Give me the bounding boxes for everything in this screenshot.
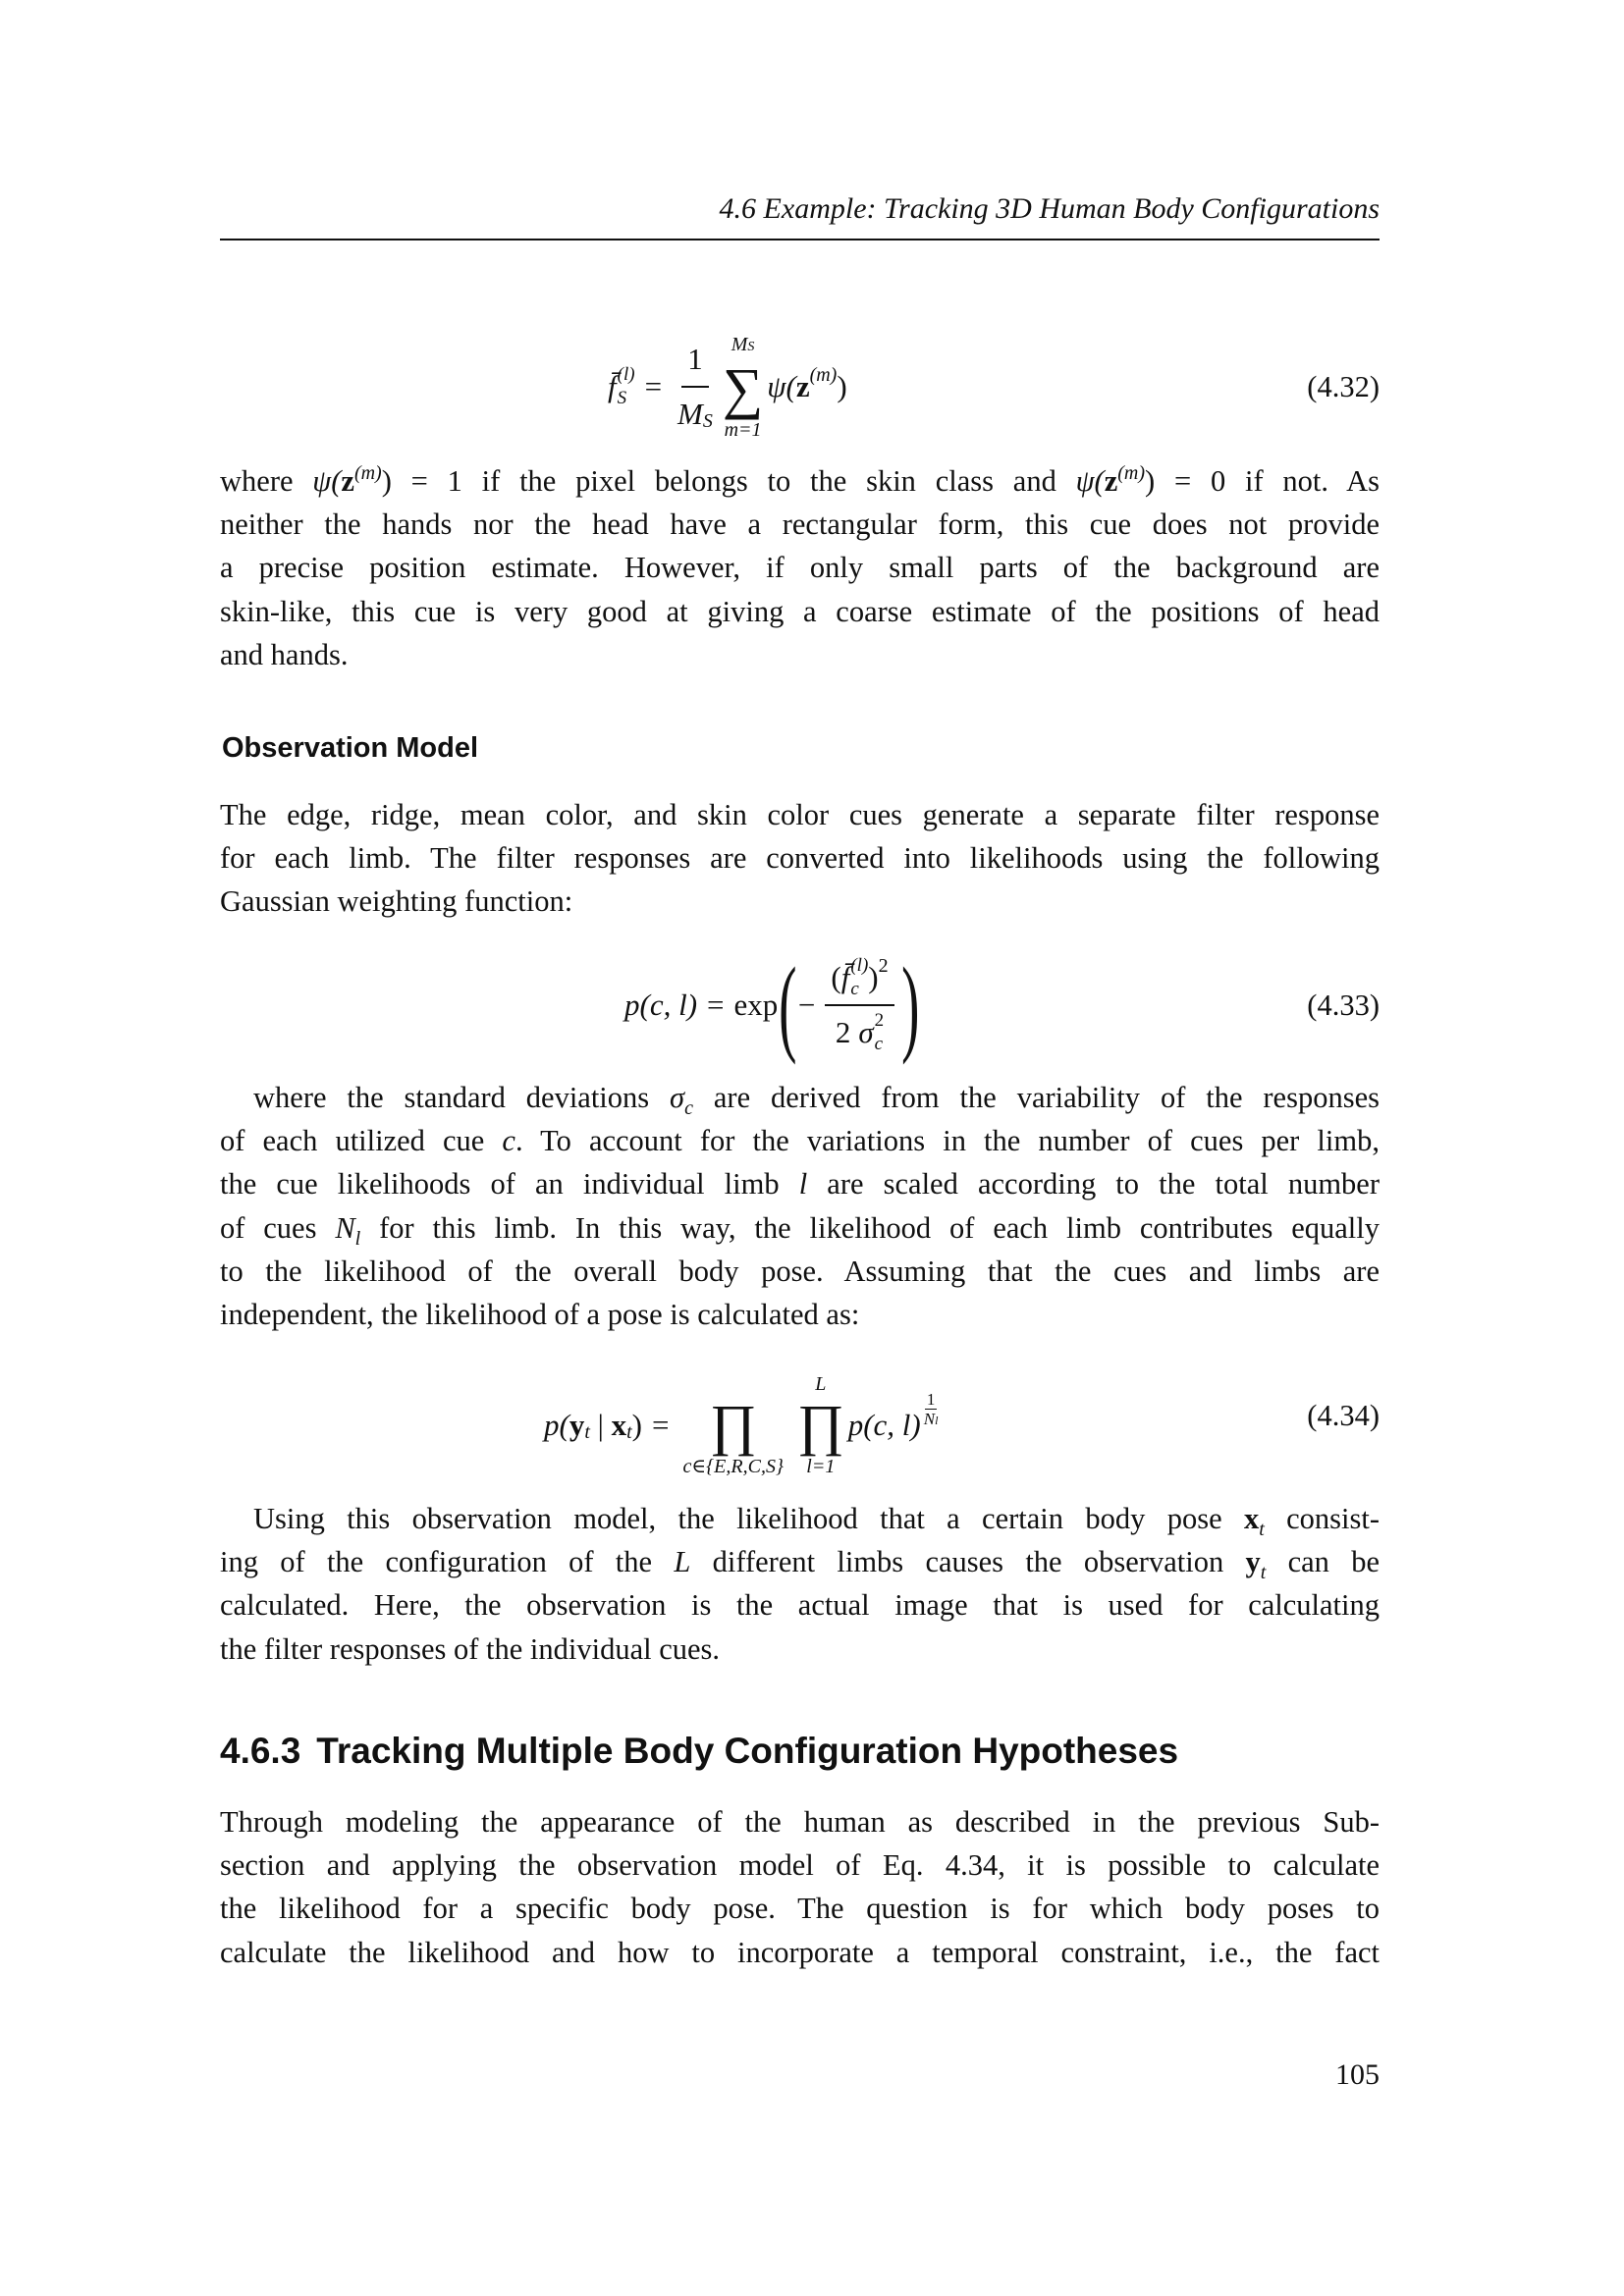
text-line: independent, the likelihood of a pose is calculated as: (220, 1297, 860, 1331)
math-c: c (502, 1124, 515, 1158)
eq432-sum-lower: m=1 (724, 418, 762, 441)
eq434-exp-den: N (923, 1409, 936, 1428)
eq433-fraction (825, 955, 893, 1055)
product-symbol-icon: ∏ (796, 1393, 844, 1457)
math-sub: c (684, 1097, 693, 1119)
text-run: ) = 1 if the pixel belongs to the skin class and (381, 464, 1076, 498)
text-run: where (220, 464, 313, 498)
text-run: different limbs causes the observation (690, 1545, 1246, 1579)
eq434-equals: = (652, 1408, 670, 1442)
text-line (220, 459, 1380, 503)
eq434-prod2-upper: L (815, 1373, 827, 1395)
text-run: the cue likelihoods of an individual limb (220, 1167, 799, 1201)
text-line: the filter responses of the individual cues. (220, 1631, 721, 1666)
eq434-lhs (544, 1408, 642, 1443)
left-paren-icon: ( (779, 945, 797, 1065)
paragraph-skin-cue (220, 459, 1380, 676)
text-line: section and applying the observation model of Eq. 4.34, it is possible to calculate (220, 1848, 1380, 1883)
section-number: 4.6.3 (220, 1731, 301, 1771)
text-run: are derived from the variability of the responses (692, 1081, 1380, 1114)
math-psi: ψ( (1075, 464, 1105, 498)
text-line (220, 1206, 1380, 1250)
text-line (220, 1076, 1380, 1119)
text-line: a precise position estimate. However, if only small parts of the background are (220, 551, 1380, 585)
eq433-equals: = (707, 988, 725, 1022)
eq434-close: ) (631, 1408, 642, 1442)
eq433-minus: − (797, 988, 816, 1022)
eq434-x: x (611, 1408, 627, 1442)
math-z: z (1104, 464, 1118, 498)
eq434-product-2 (797, 1372, 844, 1478)
equation-4-34 (220, 1359, 1380, 1492)
eq434-exp-den-sub: l (935, 1413, 939, 1427)
header-rule (220, 239, 1380, 240)
text-line: and hands. (220, 637, 349, 671)
subsection-heading: Observation Model (222, 732, 479, 764)
text-run: . To account for the variations in the number of cues per limb, (514, 1124, 1380, 1158)
eq433-lhs: p(c, l) (624, 988, 698, 1022)
eq432-psi: ψ( (767, 369, 796, 403)
eq434-y-sub: t (584, 1421, 590, 1443)
text-line: skin-like, this cue is very good at giving a coarse estimate of the positions of head (220, 594, 1380, 628)
text-line: The edge, ridge, mean color, and skin color cues generate a separate filter response (220, 798, 1380, 831)
equation-4-32 (220, 324, 1380, 450)
eq432-sum (723, 333, 763, 442)
text-run: ) = 0 if not. As (1145, 464, 1380, 498)
text-run: are scaled according to the total number (807, 1167, 1380, 1201)
text-line: calculated. Here, the observation is the actual image that is used for calculating (220, 1588, 1380, 1623)
eq432-sum-upper-sub: S (747, 339, 755, 354)
math-sup: (m) (353, 462, 382, 484)
eq432-den-sub: S (702, 410, 713, 432)
eq433-num-base: f̄ (840, 960, 850, 994)
equation-4-33 (220, 942, 1380, 1068)
eq434-body: p(c, l) (847, 1408, 921, 1442)
text-run: Using this observation model, the likelihood that a certain body pose (253, 1502, 1244, 1535)
section-title: Tracking Multiple Body Configuration Hypotheses (316, 1731, 1179, 1771)
product-symbol-icon: ∏ (709, 1393, 757, 1457)
paragraph-observation-use (220, 1497, 1380, 1671)
paragraph-observation-intro (220, 793, 1380, 924)
eq432-lhs (608, 365, 635, 408)
text-run: ing of the configuration of the (220, 1545, 675, 1579)
eq434-rhs (847, 1389, 939, 1446)
text-run: for this limb. In this way, the likelihood of each limb contributes equally (360, 1210, 1380, 1245)
equation-4-32-body (608, 324, 847, 450)
text-line (220, 1119, 1380, 1162)
text-line: for each limb. The filter responses are converted into likelihoods using the following (220, 841, 1380, 876)
eq433-num-close: ) (868, 960, 879, 994)
eq434-product-1 (682, 1372, 783, 1478)
text-line (220, 1497, 1380, 1540)
eq433-den-sigma: σ (858, 1015, 874, 1049)
math-psi: ψ( (312, 464, 342, 498)
math-L: L (674, 1545, 691, 1579)
text-line (220, 1540, 1380, 1583)
text-line: Gaussian weighting function: (220, 884, 573, 919)
eq433-den-sub: c (874, 1034, 884, 1054)
eq432-lhs-sup: (l) (617, 364, 635, 385)
eq433-num-sup: (l) (850, 955, 869, 976)
math-l: l (798, 1167, 808, 1201)
eq434-p: p( (544, 1408, 569, 1442)
running-head: 4.6 Example: Tracking 3D Human Body Configurations (719, 192, 1380, 225)
paragraph-likelihood-scaling (220, 1076, 1380, 1336)
math-sub: t (1259, 1519, 1265, 1540)
eq433-num-sub: c (850, 979, 859, 999)
eq432-lhs-sub: S (617, 388, 627, 408)
text-run: where the standard deviations (253, 1081, 671, 1114)
eq434-exp-num: 1 (926, 1389, 936, 1409)
eq432-close: ) (837, 369, 847, 403)
eq433-den-sup: 2 (874, 1010, 885, 1031)
text-line (220, 1162, 1380, 1205)
section-heading (220, 1730, 1178, 1773)
eq432-z-sup: (m) (809, 364, 838, 386)
eq434-x-sub: t (626, 1421, 632, 1443)
equation-4-33-body (624, 942, 920, 1068)
eq433-num-open: ( (831, 960, 841, 994)
text-line: neither the hands nor the head have a rectangular form, this cue does not provide (220, 507, 1380, 542)
text-run: of cues (220, 1210, 336, 1245)
eq433-exp: exp (733, 988, 779, 1022)
eq432-equals: = (644, 369, 663, 403)
eq432-fraction (677, 337, 713, 437)
equation-number: (4.34) (1307, 1399, 1380, 1432)
text-line: the likelihood for a specific body pose. The question is for which body poses to (220, 1892, 1380, 1926)
text-run: of each utilized cue (220, 1124, 503, 1158)
eq434-prod2-lower: l=1 (806, 1456, 836, 1477)
eq432-z: z (795, 369, 810, 403)
text-run: can be (1266, 1545, 1380, 1579)
eq434-bar: | (589, 1408, 612, 1442)
math-x: x (1243, 1502, 1260, 1535)
text-line: Through modeling the appearance of the human as described in the previous Sub- (220, 1805, 1380, 1839)
paragraph-multiple-hypotheses (220, 1800, 1380, 1974)
math-sigma: σ (670, 1081, 685, 1114)
text-run: consist- (1264, 1502, 1380, 1535)
eq432-den-base: M (677, 397, 703, 431)
page-number: 105 (1335, 2058, 1380, 2091)
text-line: to the likelihood of the overall body pose. Assuming that the cues and limbs are (220, 1254, 1380, 1288)
eq433-den-two: 2 (835, 1015, 851, 1049)
equation-number: (4.33) (1307, 988, 1380, 1022)
eq434-prod1-lower: c∈{E,R,C,S} (682, 1456, 784, 1477)
eq432-sum-upper: M (731, 333, 748, 355)
eq432-numerator: 1 (681, 337, 709, 388)
math-z: z (341, 464, 354, 498)
equation-number: (4.32) (1307, 370, 1380, 403)
right-paren-icon: ) (900, 945, 920, 1065)
math-N: N (335, 1210, 355, 1245)
eq433-num-pow: 2 (878, 955, 889, 977)
sum-symbol-icon: ∑ (722, 355, 764, 420)
eq434-y: y (568, 1408, 585, 1442)
text-line: calculate the likelihood and how to incorporate a temporal constraint, i.e., the fact (220, 1935, 1380, 1969)
math-sub: t (1260, 1562, 1267, 1584)
eq432-lhs-base: f̄ (608, 369, 617, 403)
math-y: y (1245, 1545, 1261, 1579)
math-sup: (m) (1117, 462, 1146, 484)
math-sub: l (354, 1227, 361, 1250)
eq432-body (767, 364, 847, 404)
equation-4-34-body (544, 1359, 938, 1492)
